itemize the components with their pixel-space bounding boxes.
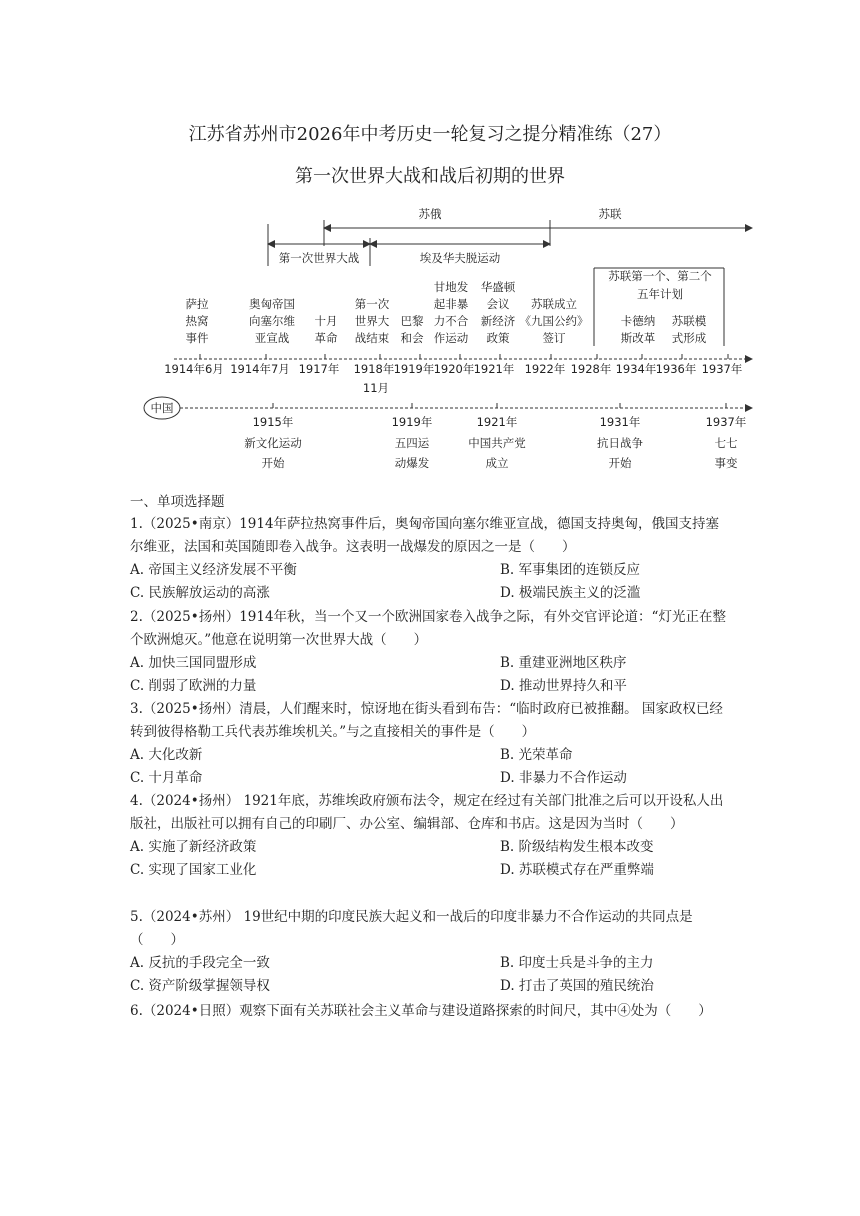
timeline-event-label: 第一次 [354, 297, 390, 311]
option-row [130, 767, 730, 790]
china-event-label: 开始 [261, 456, 285, 470]
question-stem: 5.（2024•苏州） 19世纪中期的印度民族大起义和一战后的印度非暴力不合作运动的共同点是（ ） [130, 909, 693, 948]
period-label-five-year-plan-1: 苏联第一个、第二个 [608, 269, 712, 283]
timeline-year-label: 1918年 [353, 362, 395, 376]
timeline-event-label: 会议 [486, 297, 510, 311]
timeline-event-label: 和会 [400, 331, 424, 345]
question-stem: 1.（2025•南京）1914年萨拉热窝事件后，奥匈帝国向塞尔维亚宣战，德国支持奥匈，俄国支持塞尔维亚，法国和英国随即卷入战争。这表明一战爆发的原因之一是（ ） [130, 516, 720, 555]
answer-option[interactable]: C. 资产阶级掌握领导权 [130, 978, 270, 994]
question-6 [130, 1000, 730, 1023]
answer-option[interactable]: A. 帝国主义经济发展不平衡 [130, 562, 297, 578]
answer-option[interactable]: D. 非暴力不合作运动 [500, 770, 627, 786]
china-label: 中国 [150, 401, 174, 415]
china-timeline-events [244, 403, 747, 470]
timeline-year-label: 1921年 [473, 362, 515, 376]
timeline-event-label: 萨拉 [185, 297, 209, 311]
timeline-event-label: 苏联成立 [531, 297, 577, 311]
question-stem: 2.（2025•扬州）1914年秋，当一个又一个欧洲国家卷入战争之际，有外交官评论道：“灯光正在整个欧洲熄灭。”他意在说明第一次世界大战（ ） [130, 609, 726, 648]
period-label-ussr: 苏联 [598, 207, 622, 221]
answer-option[interactable]: B. 光荣革命 [500, 747, 573, 763]
timeline-event-label: 华盛顿 [480, 280, 516, 294]
answer-option[interactable]: A. 反抗的手段完全一致 [130, 955, 270, 971]
option-row [130, 952, 730, 975]
china-event-label: 七七 [714, 436, 738, 450]
period-label-soviet-russia: 苏俄 [418, 207, 442, 221]
timeline-event-label: 卡德纳 [620, 314, 656, 328]
question-3 [130, 698, 730, 790]
timeline-event-label: 向塞尔维 [249, 314, 295, 328]
question-stem: 6.（2024•日照）观察下面有关苏联社会主义革命与建设道路探索的时间尺，其中④处为（ ） [130, 1003, 712, 1019]
question-2 [130, 606, 730, 698]
document-title: 江苏省苏州市2026年中考历史一轮复习之提分精准练（27） [188, 124, 672, 145]
question-4 [130, 790, 730, 882]
answer-option[interactable]: A. 加快三国同盟形成 [130, 655, 257, 671]
timeline-year-label: 1914年6月 [164, 362, 224, 376]
timeline-event-label: 作运动 [433, 331, 469, 345]
timeline-event-label: 式形成 [671, 331, 707, 345]
answer-option[interactable]: C. 削弱了欧洲的力量 [130, 678, 257, 694]
timeline-events [186, 280, 707, 345]
timeline-year-label: 1914年7月 [230, 362, 290, 376]
period-label-egypt-movement: 埃及华夫脱运动 [419, 251, 501, 265]
timeline-event-label: 起非暴 [433, 297, 469, 311]
timeline-event-label: 事件 [185, 331, 209, 345]
timeline-event-label: 战结束 [354, 331, 390, 345]
question-1 [130, 513, 730, 605]
answer-option[interactable]: D. 极端民族主义的泛滥 [500, 585, 641, 601]
answer-option[interactable]: B. 印度士兵是斗争的主力 [500, 955, 654, 971]
option-row [130, 652, 730, 675]
timeline-year-label: 1928年 [570, 362, 612, 376]
timeline-year-label: 1937年 [701, 362, 743, 376]
timeline-year-label: 1917年 [298, 362, 340, 376]
timeline-event-label: 十月 [314, 314, 338, 328]
china-event-label: 成立 [485, 456, 509, 470]
period-label-ww1: 第一次世界大战 [278, 251, 360, 265]
document-subtitle: 第一次世界大战和战后初期的世界 [295, 166, 565, 187]
china-event-label: 抗日战争 [597, 436, 643, 450]
option-row [130, 836, 730, 859]
timeline-event-label: 甘地发 [433, 280, 469, 294]
history-timeline-figure [140, 200, 760, 475]
timeline-event-label: 世界大 [354, 314, 390, 328]
period-label-five-year-plan-2: 五年计划 [637, 287, 683, 301]
timeline-event-label: 亚宣战 [254, 331, 290, 345]
timeline-year-label: 1934年 [615, 362, 657, 376]
answer-option[interactable]: B. 军事集团的连锁反应 [500, 562, 641, 578]
china-event-label: 事变 [714, 456, 738, 470]
timeline-year-label: 1936年 [655, 362, 697, 376]
answer-option[interactable]: B. 阶级结构发生根本改变 [500, 839, 654, 855]
china-event-year: 1931年 [599, 415, 641, 429]
china-event-year: 1919年 [391, 415, 433, 429]
timeline-event-label: 斯改革 [620, 331, 656, 345]
option-row [130, 744, 730, 767]
timeline-year-label: 1920年 [433, 362, 475, 376]
option-row [130, 975, 730, 998]
option-row [130, 675, 730, 698]
timeline-event-label: 苏联模 [671, 314, 707, 328]
timeline-event-label: 新经济 [480, 314, 516, 328]
timeline-event-label: 热窝 [185, 314, 209, 328]
option-row [130, 859, 730, 882]
china-event-year: 1921年 [476, 415, 518, 429]
question-5 [130, 906, 730, 998]
china-event-label: 中国共产党 [468, 436, 526, 450]
answer-option[interactable]: D. 推动世界持久和平 [500, 678, 627, 694]
timeline-years [164, 354, 743, 376]
china-event-label: 开始 [608, 456, 632, 470]
timeline-event-label: 巴黎 [400, 314, 424, 328]
answer-option[interactable]: C. 十月革命 [130, 770, 203, 786]
question-stem: 3.（2025•扬州）清晨，人们醒来时，惊讶地在街头看到布告：“临时政府已被推翻。 国家政权已经转到彼得格勒工兵代表苏维埃机关。”与之直接相关的事件是（ ） [130, 701, 723, 740]
option-row [130, 582, 730, 605]
china-event-year: 1937年 [705, 415, 747, 429]
answer-option[interactable]: D. 苏联模式存在严重弊端 [500, 862, 654, 878]
answer-option[interactable]: C. 民族解放运动的高涨 [130, 585, 270, 601]
option-row [130, 559, 730, 582]
timeline-event-label: 革命 [314, 331, 338, 345]
answer-option[interactable]: B. 重建亚洲地区秩序 [500, 655, 627, 671]
timeline-event-label: 奥匈帝国 [249, 297, 295, 311]
china-event-label: 动爆发 [394, 456, 430, 470]
question-stem: 4.（2024•扬州） 1921年底，苏维埃政府颁布法令，规定在经过有关部门批准之后可以开设私人出版社，出版社可以拥有自己的印刷厂、办公室、编辑部、仓库和书店。这是因为当时（ ） [130, 793, 724, 832]
china-event-label: 新文化运动 [244, 436, 302, 450]
answer-option[interactable]: A. 实施了新经济政策 [130, 839, 257, 855]
china-event-year: 1915年 [252, 415, 294, 429]
timeline-event-label: 力不合 [433, 314, 469, 328]
answer-option[interactable]: D. 打击了英国的殖民统治 [500, 978, 654, 994]
answer-option[interactable]: C. 实现了国家工业化 [130, 862, 257, 878]
timeline-year-label: 1919年 [393, 362, 435, 376]
timeline-year-label: 1922年 [524, 362, 566, 376]
timeline-event-label: 签订 [542, 331, 566, 345]
timeline-year-extra: 11月 [362, 381, 390, 395]
timeline-event-label: 政策 [486, 331, 510, 345]
timeline-event-label: 《九国公约》 [519, 314, 589, 328]
china-event-label: 五四运 [394, 436, 430, 450]
answer-option[interactable]: A. 大化改新 [130, 747, 203, 763]
section-title: 一、单项选择题 [130, 494, 225, 510]
